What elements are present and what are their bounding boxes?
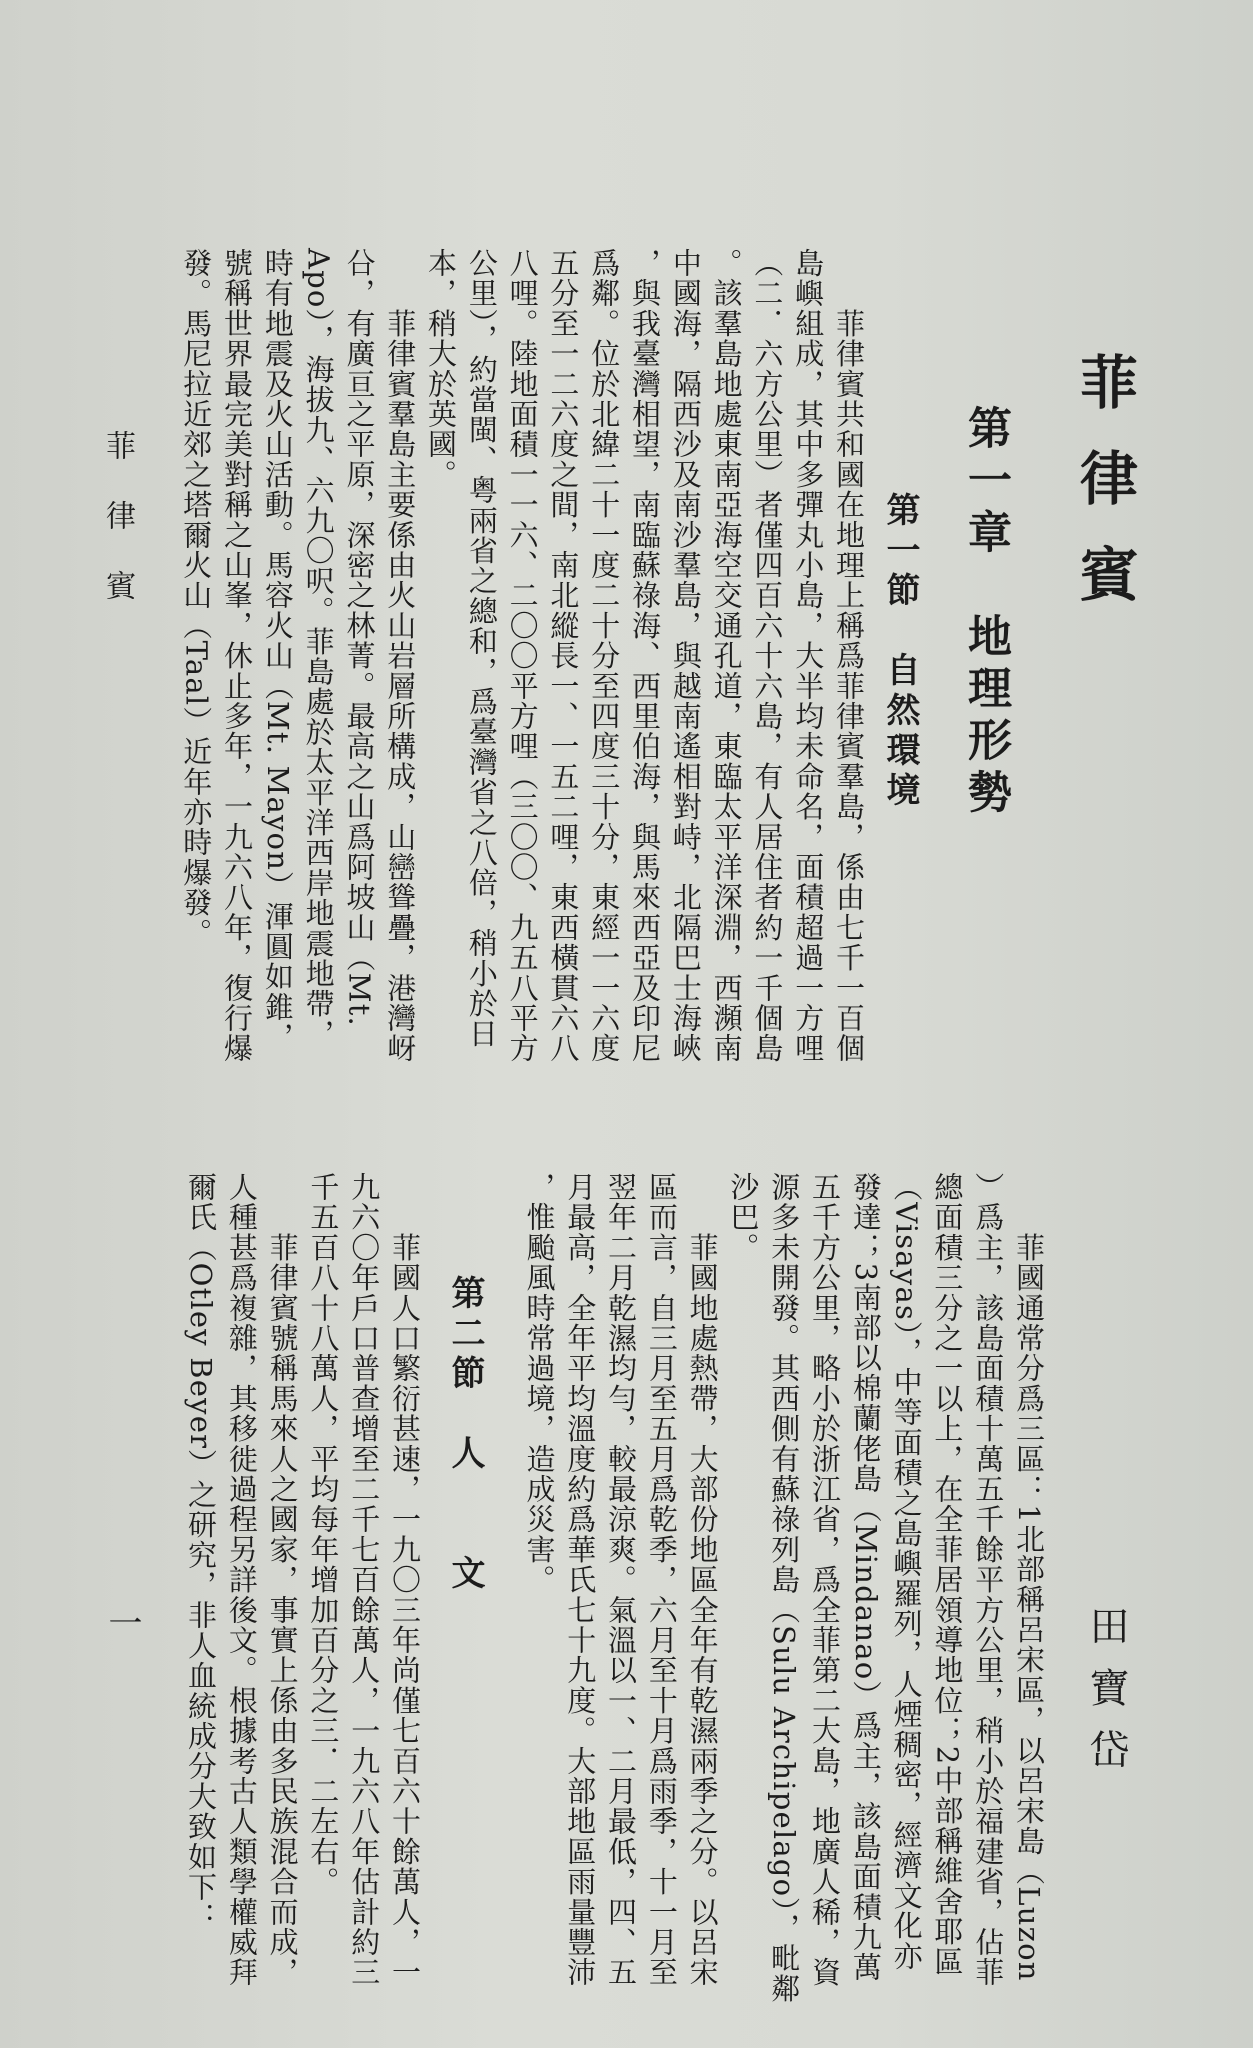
text-line: 月最高，全年平均溫度約爲華氏七十九度。大部地區雨量豐沛 bbox=[563, 1172, 598, 1988]
text-line: 菲國人口繁衍甚速，一九〇三年尚僅七百六十餘萬人，一 bbox=[388, 1172, 422, 1988]
text-line: ，與我臺灣相望，南臨蘇祿海、西里伯海，與馬來西亞及印尼 bbox=[628, 248, 663, 1064]
text-line: ，惟颱風時常過境，造成災害。 bbox=[522, 1172, 557, 1595]
text-line: 千五百八十八萬人，平均每年增加百分之三．二左右。 bbox=[306, 1172, 341, 1897]
text-line: 菲律賓號稱馬來人之國家，事實上係由多民族混合而成， bbox=[265, 1172, 300, 1988]
text-line: 源多未開發。其西側有蘇祿列島（Sulu Archipelago），毗鄰 bbox=[767, 1172, 802, 2004]
text-line: 公里），約當閩、粤兩省之總和，爲臺灣省之八倍，稍小於日 bbox=[464, 248, 499, 1049]
lower-text-block-1 bbox=[519, 1172, 1049, 2004]
text-line: 爾氏（Otley Beyer）之研究，非人血統成分大致如下： bbox=[184, 1172, 219, 1933]
text-line: 沙巴。 bbox=[726, 1172, 761, 1263]
text-line: 九六〇年戶口普查增至二千七百餘萬人，一九六八年估計約三 bbox=[347, 1172, 382, 1988]
text-line: 島嶼組成，其中多彈丸小島，大半均未命名，面積超過一方哩 bbox=[791, 248, 826, 1064]
page-number: 一 bbox=[102, 1605, 142, 1639]
text-line: 時有地震及火山活動。馬容火山（Mt. Mayon）渾圓如錐， bbox=[260, 248, 295, 1053]
text-line: 翌年二月乾濕均勻，較最涼爽。氣溫以一、二月最低，四、五 bbox=[604, 1172, 639, 1988]
upper-text-block bbox=[175, 248, 869, 1064]
text-line: 八哩。陸地面積一一六、二〇〇平方哩（三〇〇、九五八平方 bbox=[505, 248, 540, 1064]
text-line: 五分至一二六度之間，南北縱長一、一五二哩，東西橫貫六八 bbox=[546, 248, 581, 1064]
text-line: 本，稍大於英國。 bbox=[424, 248, 459, 490]
text-line: 菲律賓共和國在地理上稱爲菲律賓羣島，係由七千一百個 bbox=[832, 248, 866, 1064]
text-line: Apo），海拔九、六九〇呎。菲島處於太平洋西岸地震地帶， bbox=[301, 248, 336, 1050]
text-line: 㕣，有廣亘之平原，深密之林菁。最高之山爲阿坡山（Mt. bbox=[342, 248, 377, 1027]
text-line: 爲鄰。位於北緯二十一度二十分至四度三十分，東經一一六度 bbox=[587, 248, 622, 1064]
text-line: （Visayas），中等面積之島嶼羅列，人煙稠密，經濟文化亦 bbox=[889, 1172, 924, 1971]
text-line: 區而言，自三月至五月爲乾季，六月至十月爲雨季，十一月至 bbox=[644, 1172, 679, 1988]
text-line: 菲國通常分爲三區：1北部稱呂宋區，以呂宋島（Luzon bbox=[1012, 1172, 1046, 1982]
text-line: 菲國地處熱帶，大部份地區全年有乾濕兩季之分。以呂宋 bbox=[685, 1172, 720, 1988]
text-line: 五千方公里，略小於浙江省，爲全菲第二大島，地廣人稀，資 bbox=[808, 1172, 843, 1988]
text-line: 菲律賓羣島主要係由火山岩層所構成，山巒聳疊，港灣岈 bbox=[383, 248, 418, 1064]
text-line: 發達；3南部以棉蘭佬島（Mindanao）爲主，該島面積九萬 bbox=[848, 1172, 883, 1983]
text-line: 。該羣島地處東南亞海空交通孔道，東臨太平洋深淵，西瀕南 bbox=[709, 248, 744, 1064]
section-heading-2: 第二節 人 文 bbox=[445, 1275, 485, 1595]
chapter-heading: 第一章 地理形勢 bbox=[960, 405, 1011, 821]
running-title: 菲律賓 bbox=[100, 430, 135, 640]
text-line: 人種甚爲複雜，其移徙過程另詳後文。根據考古人類學權威拜 bbox=[224, 1172, 259, 1988]
text-line: （二．六方公里）者僅四百六十六島，有人居住者約一千個島 bbox=[750, 248, 785, 1064]
text-line: 中國海，隔西沙及南沙羣島，與越南遙相對峙，北隔巴士海峽 bbox=[668, 248, 703, 1064]
book-title: 菲律賓 bbox=[1070, 352, 1138, 640]
text-line: 總面積三分之一以上，在全菲居領導地位；2中部稱維舍耶區 bbox=[930, 1172, 965, 1977]
text-line: 發。馬尼拉近郊之塔爾火山（Taal）近年亦時爆發。 bbox=[179, 248, 214, 948]
author-name: 田寶岱 bbox=[1083, 1605, 1129, 1791]
text-line: 號稱世界最完美對稱之山峯，休止多年，一九六八年，復行爆 bbox=[220, 248, 255, 1064]
text-line: ）爲主，該島面積十萬五千餘平方公里，稍小於福建省，佔菲 bbox=[971, 1172, 1006, 1988]
section-heading-1: 第一節 自然環境 bbox=[880, 492, 920, 812]
lower-text-block-2 bbox=[175, 1172, 425, 1988]
